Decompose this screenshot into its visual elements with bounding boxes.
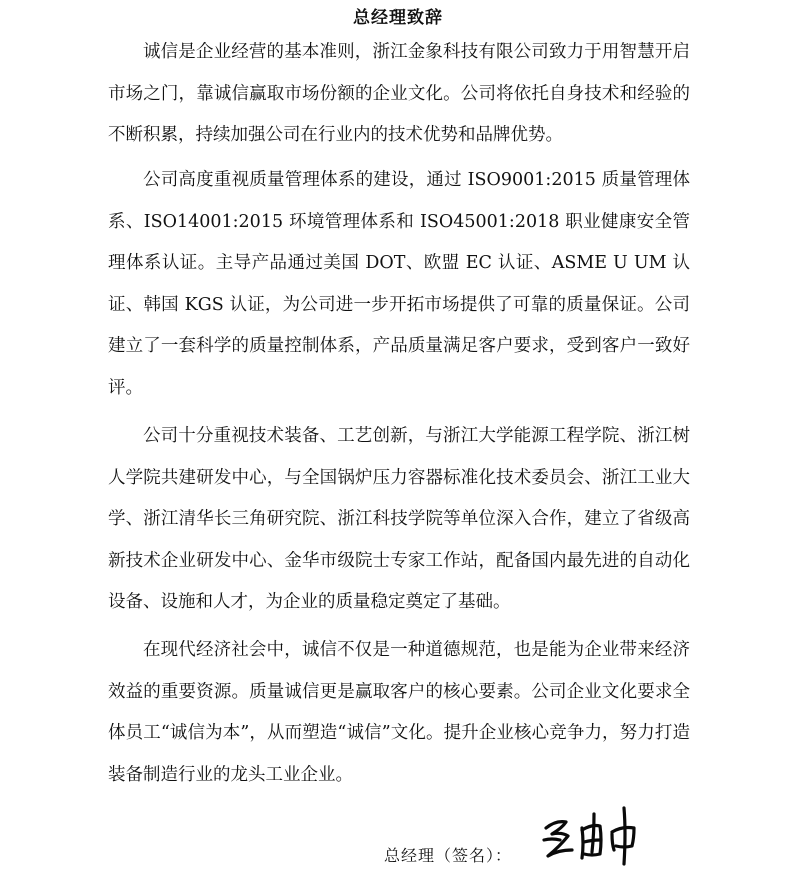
paragraph-2: 公司高度重视质量管理体系的建设，通过 ISO9001:2015 质量管理体系、ISO14001:2015 环境管理体系和 ISO45001:2018 职业健康安全管理体系认证。主导产品通过美国 DOT、欧盟 EC 认证、ASME U UM 认证、韩国 KGS 认证，为公司进一步开拓市场提供了可靠的质量保证。公司建立了一套科学的质量控制体系，产品质量满足客户要求，受到客户一致好评。 [108, 170, 690, 398]
paragraph-4: 在现代经济社会中，诚信不仅是一种道德规范，也是能为企业带来经济效益的重要资源。质量诚信更是赢取客户的核心要素。公司企业文化要求全体员工“诚信为本”，从而塑造“诚信”文化。提升企业核心竞争力，努力打造装备制造行业的龙头工业企业。 [108, 640, 690, 785]
signature-label: 总经理（签名）： [384, 846, 513, 865]
paragraph-1: 诚信是企业经营的基本准则，浙江金象科技有限公司致力于用智慧开启市场之门，靠诚信赢取市场份额的企业文化。公司将依托自身技术和经验的不断积累，持续加强公司在行业内的技术优势和品牌优势。 [108, 42, 690, 145]
paragraph-3: 公司十分重视技术装备、工艺创新，与浙江大学能源工程学院、浙江树人学院共建研发中心，与全国锅炉压力容器标准化技术委员会、浙江工业大学、浙江清华长三角研究院、浙江科技学院等单位深入合作，建立了省级高新技术企业研发中心、金华市级院士专家工作站，配备国内最先进的自动化设备、设施和人才，为企业的质量稳定奠定了基础。 [108, 426, 690, 612]
page-title: 总经理致辞 [353, 8, 443, 28]
handwritten-signature [538, 804, 648, 866]
